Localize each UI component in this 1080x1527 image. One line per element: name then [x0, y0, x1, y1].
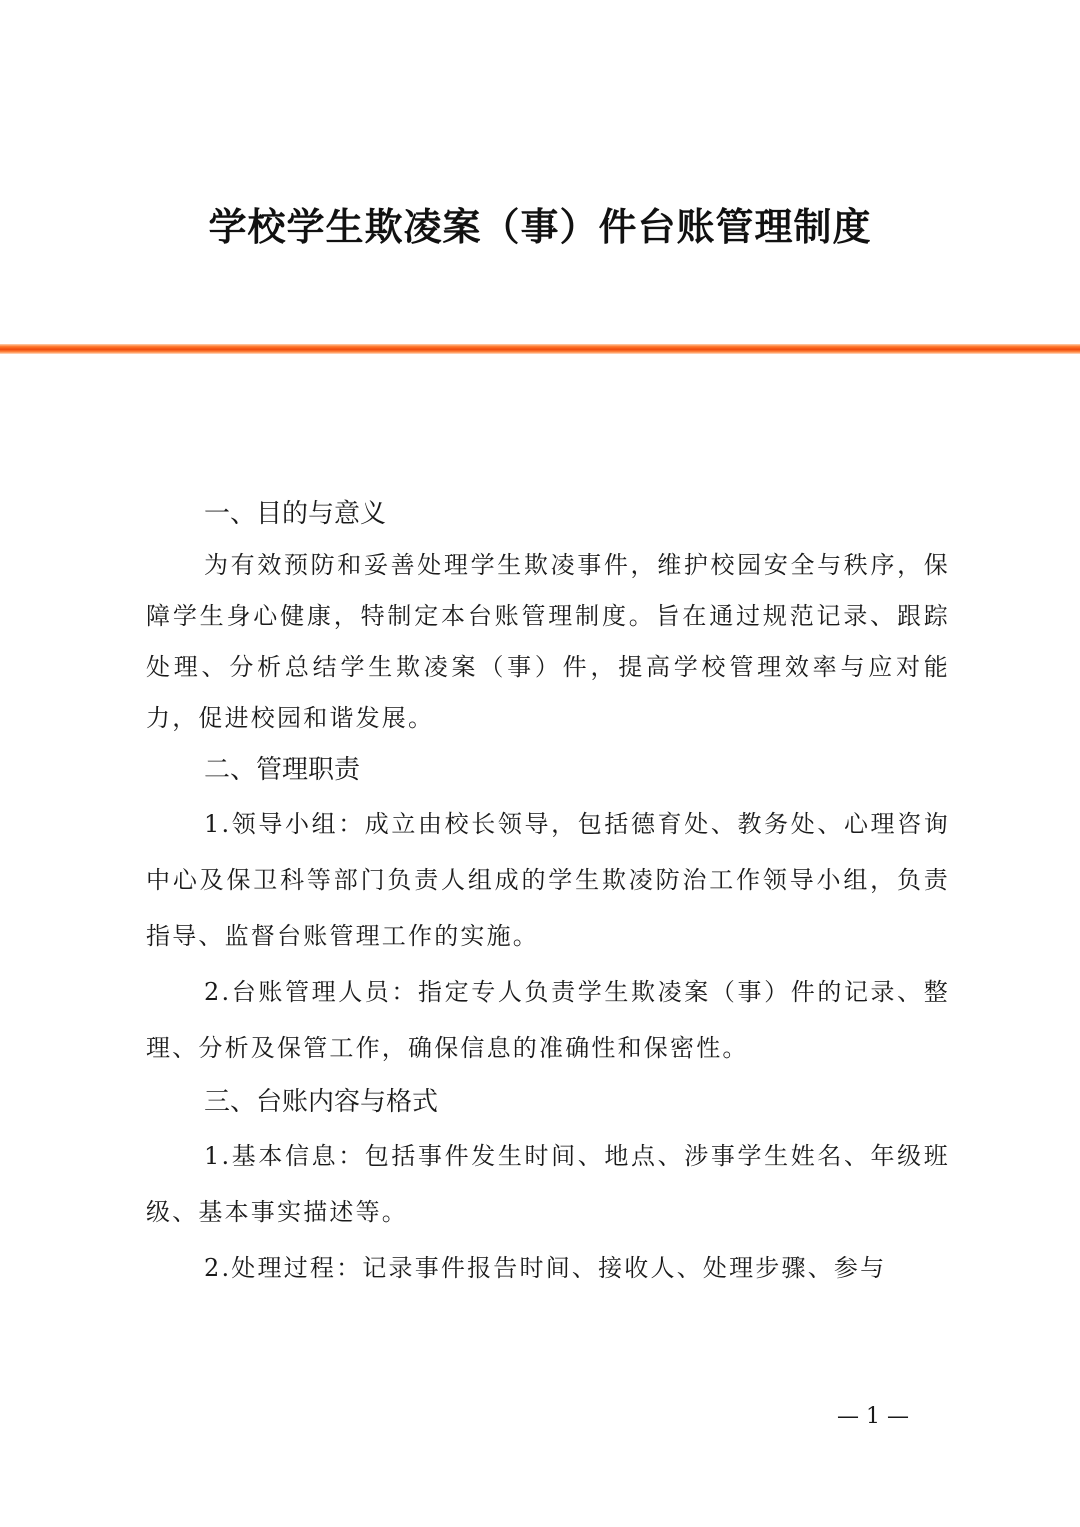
paragraph-purpose: 为有效预防和妥善处理学生欺凌事件，维护校园安全与秩序，保障学生身心健康，特制定本台账管理制度。旨在通过规范记录、跟踪处理、分析总结学生欺凌案（事）件，提高学校管理效率与应对能力，促进校园和谐发展。: [146, 551, 950, 732]
paragraph-leadership-group: 1.领导小组：成立由校长领导，包括德育处、教务处、心理咨询中心及保卫科等部门负责人组成的学生欺凌防治工作领导小组，负责指导、监督台账管理工作的实施。: [146, 810, 950, 950]
paragraph-ledger-manager: 2.台账管理人员：指定专人负责学生欺凌案（事）件的记录、整理、分析及保管工作，确保信息的准确性和保密性。: [146, 978, 950, 1062]
paragraph-process: 2.处理过程：记录事件报告时间、接收人、处理步骤、参与: [204, 1254, 887, 1282]
section-heading-purpose: 一、目的与意义: [204, 499, 387, 529]
document-title: 学校学生欺凌案（事）件台账管理制度: [208, 204, 872, 249]
header-divider: [0, 344, 1080, 354]
paragraph-basic-info: 1.基本信息：包括事件发生时间、地点、涉事学生姓名、年级班级、基本事实描述等。: [146, 1142, 950, 1226]
page-number: — 1 —: [837, 1404, 909, 1429]
section-heading-content-format: 三、台账内容与格式: [204, 1087, 439, 1117]
section-heading-responsibilities: 二、管理职责: [204, 755, 361, 785]
document-body: [146, 488, 950, 1296]
